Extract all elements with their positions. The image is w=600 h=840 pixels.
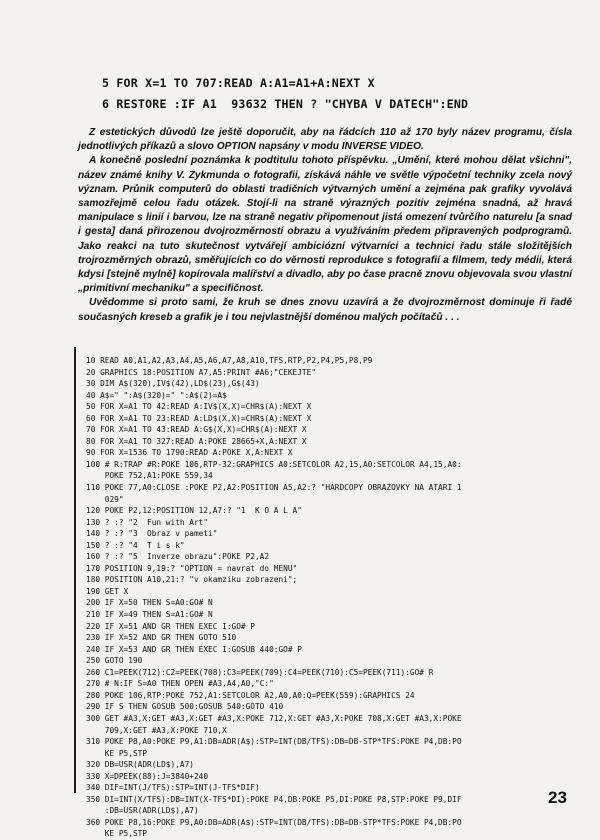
listing-line: 340 DIF=INT(J/TFS):STP=INT(J-TFS*DIF) [86, 783, 260, 793]
listing-line: 150 ? :? "4 T i s k" [86, 540, 185, 550]
listing-line: 230 IF X=52 AND GR THEN GOTO 510 [86, 633, 237, 643]
basic-program-listing [86, 355, 572, 840]
listing-line: 140 ? :? "3 Obraz v pameti" [86, 529, 218, 539]
listing-line: 220 IF X=51 AND GR THEN EXEC I:GO# P [86, 621, 255, 631]
listing-line: KE P5,STP [86, 748, 148, 758]
listing-line: 240 IF X=53 AND GR THEN EXEC I:GOSUB 440:GO# P [86, 644, 302, 654]
paragraph: A konečně poslední poznámka k podtitulu tohoto příspěvku. „Umění, které mohou dělat všichni", název známé knihy V. Zykmunda o fotografii, získává náhle ve světle výpočetní techniky zcela nový význam. Průnik computerů do oblasti tradičních výtvarných umění a zejména pak grafiky vyvolává samozřejmě celou řadu otázek. Stojí-li na straně výrazných pozitiv zejména snadná, až hravá manipulace s linií i barvou, lze na straně negativ připomenout jistá omezení tvůrčího naturelu [a snad i gesta] daná přirozenou dvojrozměrností obrazu a využíváním předem připravených podprogramů. Jako reakci na tuto skutečnost vytvářejí ambiciózní výtvarníci a technici řadu stále složitějších trojrozměrných obrazů, směřujících co do věrnosti reprodukce s fotografií a filmem, tedy médii, která kdysi [stejně mylně] kopírovala malířství a divadlo, aby po čase pracně znovu objevovala svou vlastní „primitivní mechaniku" a specifičnost. [78, 155, 572, 295]
listing-line: 260 C1=PEEK(712):C2=PEEK(708):C3=PEEK(709):C4=PEEK(710):C5=PEEK(711):GO# R [86, 667, 434, 677]
listing-line: 320 DB=USR(ADR(LD$),A7) [86, 760, 194, 770]
listing-line: :DB=USR(ADR(LD$),A7) [86, 806, 199, 816]
paragraph: Z estetických důvodů lze ještě doporučit, aby na řádcích 110 až 170 byly název programu, čísla jednotlivých příkazů a slovo OPTION napsány v modu INVERSE VIDEO. [78, 127, 572, 153]
listing-line: 110 POKE 77,A0:CLOSE :POKE P2,A2:POSITION A5,A2:? "HARDCOPY OBRAZOVKY NA ATARI 1 [86, 483, 462, 493]
listing-line: 250 GOTO 190 [86, 656, 143, 666]
code-line-5: 5 FOR X=1 TO 707:READ A:A1=A1+A:NEXT X [102, 76, 375, 90]
listing-line: 40 A$=" ":A$(320)=" ":A$(2)=A$ [86, 390, 227, 400]
listing-line: 360 POKE P8,16:POKE P9,A0:DB=ADR(A$):STP=INT(DB/TFS):DB=DB-STP*TFS:POKE P4,DB:PO [86, 817, 462, 827]
listing-line: 290 IF S THEN GOSUB 500:GOSUB 540:GOTO 410 [86, 702, 284, 712]
listing-line: 170 POSITION 9,19:? "OPTION = navrat do MENU" [86, 563, 298, 573]
listing-line: 120 POKE P2,12:POSITION 12,A7:? "1 K O A L A" [86, 506, 302, 516]
listing-line: KE P5,STP [86, 829, 148, 839]
listing-line: 160 ? :? "5 Inverze obrazu":POKE P2,A2 [86, 552, 270, 562]
listing-line: 10 READ A0,A1,A2,A3,A4,A5,A6,A7,A8,A10,TFS,RTP,P2,P4,P5,P8,P9 [86, 356, 373, 365]
listing-line: 20 GRAPHICS 18:POSITION A7,A5:PRINT #A6;"CEKEJTE" [86, 367, 317, 377]
listing-line: 30 DIM A$(320),IV$(42),LD$(23),G$(43) [86, 379, 260, 389]
listing-line: 310 POKE P8,A0:POKE P9,A1:DB=ADR(A$):STP=INT(DB/TFS):DB=DB-STP*TFS:POKE P4,DB:PO [86, 737, 462, 747]
listing-line: 270 # N:IF S=A0 THEN OPEN #A3,A4,A0,"C:" [86, 679, 274, 689]
listing-line: 210 IF X=49 THEN S=A1:GO# N [86, 610, 213, 620]
listing-line: 70 FOR X=A1 TO 43:READ A:G$(X,X)=CHR$(A):NEXT X [86, 425, 307, 435]
listing-line: 80 FOR X=A1 TO 327:READ A:POKE 28665+X,A:NEXT X [86, 436, 307, 446]
listing-line: POKE 752,A1:POKE 559,34 [86, 471, 213, 481]
listing-line: 190 GET X [86, 586, 129, 596]
listing-line: 280 POKE 106,RTP:POKE 752,A1:SETCOLOR A2,A0,A0:Q=PEEK(559):GRAPHICS 24 [86, 690, 415, 700]
listing-line: 029" [86, 494, 124, 504]
code-line-6: 6 RESTORE :IF A1 93632 THEN ? "CHYBA V DATECH":END [102, 97, 469, 111]
listing-line: 60 FOR X=A1 TO 23:READ A:LD$(X,X)=CHR$(A):NEXT X [86, 413, 312, 423]
listing-line: 130 ? :? "2 Fun with Art" [86, 517, 209, 527]
listing-line: 200 IF X=50 THEN S=A0:GO# N [86, 598, 213, 608]
listing-line: 330 X=DPEEK(88):J=3840+240 [86, 771, 209, 781]
page-number: 23 [548, 788, 567, 807]
paragraph: Uvědomme si proto sami, že kruh se dnes znovu uzavírá a že dvojrozměrnost dominuje ři řadě současných kreseb a grafik je i tou nejvlastnější doménou malých počítačů . . . [78, 297, 572, 323]
listing-line: 180 POSITION A10,21:? "v okamziku zobrazeni"; [86, 575, 298, 585]
listing-line: 709,X:GET #A3,X:POKE 710,X [86, 725, 227, 735]
listing-line: 350 DI=INT(X/TFS):DB=INT(X-TFS*DI):POKE P4,DB:POKE P5,DI:POKE P8,STP:POKE P9,DIF [86, 794, 462, 804]
listing-line: 90 FOR X=1536 TO 1790:READ A:POKE X,A:NEXT X [86, 448, 293, 458]
listing-line: 300 GET #A3,X:GET #A3,X:GET #A3,X:POKE 712,X:GET #A3,X:POKE 708,X:GET #A3,X:POKE [86, 713, 462, 723]
listing-line: 50 FOR X=A1 TO 42:READ A:IV$(X,X)=CHR$(A):NEXT X [86, 402, 312, 412]
article-text [78, 126, 572, 325]
listing-line: 100 # R:TRAP #R:POKE 106,RTP-32:GRAPHICS A0:SETCOLOR A2,15,A0:SETCOLOR A4,15,A0: [86, 459, 462, 469]
